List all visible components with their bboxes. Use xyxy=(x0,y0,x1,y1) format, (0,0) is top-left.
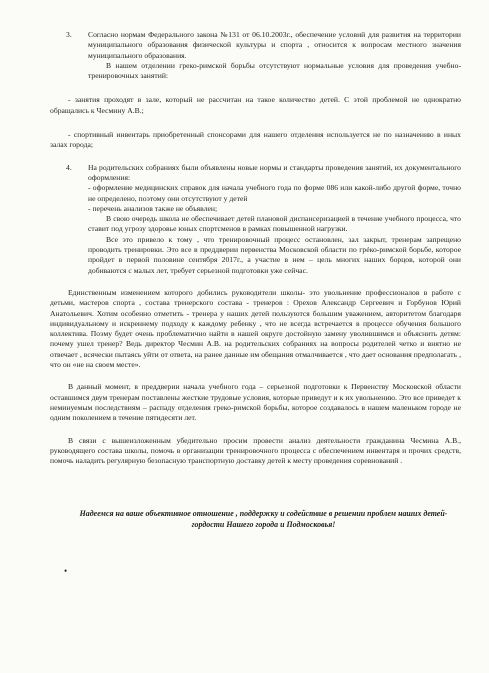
item-3-text: Согласно нормам Федерального закона №131 от 06.10.2003г., обеспечение условий для развития на территории муниципального образования физической культуры и спорта , относится к вопросам местного значения муниципального образования. xyxy=(88,30,461,60)
item-number: 3. xyxy=(66,30,72,39)
closing-statement: Надеемся на ваше объективное отношение , поддержку и содействие в решении проблем наших детей-гордости Нашего города и Подмосковья! xyxy=(79,509,448,530)
item-4-line-4: Все это привело к тому , что тренировочный процесс остановлен, зал закрыт, тренерам запрещено проводить тренировки. Это все в преддверии первенства Московской области по грéко-римской борьбе, которое пройдет в первой половине сентября 2017г., а участие в нем – цель многих наших борцов, которой они добиваются с малых лет, требует серьезной подготовки уже сейчас. xyxy=(88,234,461,275)
item-4-line-3: В свою очередь школа не обеспечивает детей плановой диспансеризацией в течение учебного процесса, что ставит под угрозу здоровье юных спортсменов в рамках повышенной нагрузки. xyxy=(88,214,461,234)
dash-paragraph-2: - спортивный инвентарь приобретенный спонсорами для нашего отделения используется не по назначению в иных залах города; xyxy=(50,130,461,150)
bullet-mark: • xyxy=(64,566,68,577)
item-4-line-1: - оформление медицинских справок для начала учебного года по форме 086 или какой-либо другой форме, точно не определено, поэтому они отсутствуют у детей xyxy=(88,183,461,203)
item-number: 4. xyxy=(66,162,72,172)
dash-paragraph-1: - занятия проходят в зале, который не рассчитан на такое количество детей. С этой проблемой не однократно обращались к Чесмину А.В.; xyxy=(50,95,461,115)
paragraph-1: Единственным изменением которого добились руководители школы- это увольнение профессионалов в работе с детьми, мастеров спорта , состава тренерского состава - тренеров : Орехов Александр Сергеевич и Горбунов Юрий Анатольевич. Хотим особенно отметить - тренера у наших детей пользуются большим уважением, авторитетом благодаря индивидуальному и искреннему подходу к каждому ребенку , что не всегда встречается в процессе обучения большого коллектива. Поэму будет очень проблематично найти в нашей округе достойную замену уволившимся и объяснить детям: почему ушел тренер? Ведь директор Чесмин А.В. на родительских собраниях на вопросы родителей четко и внятно не отвечает , всячески пытаясь уйти от ответа, на ранее данные им обещания отмалчивается , что дает основания предполагать , что он «не на своем месте». xyxy=(50,287,461,370)
item-3-text-2: В нашем отделении греко-римской борьбы отсутствуют нормальные условия для проведения учебно-тренировочных занятий: xyxy=(88,60,461,81)
paragraph-3: В связи с вышеизложенным убедительно просим провести анализ деятельности гражданина Чесмина А.В., руководящего состава школы, помочь в организации тренировочного процесса с обеспечением инвентаря и прочих средств, помочь наладить регулярную безопасную транспортную доставку детей к месту проведения соревнований . xyxy=(50,435,461,466)
item-4-text: На родительских собраниях были объявлены новые нормы и стандарты проведения занятий, их документального оформления: xyxy=(88,162,461,182)
item-4 xyxy=(50,163,461,276)
item-3 xyxy=(50,30,461,81)
item-4-line-2: - перечень анализов также не объявлен; xyxy=(88,203,218,213)
paragraph-2: В данный момент, в преддверии начала учебного года – серьезной подготовки к Первенству Московской области оставшимся двум тренерам поставлены жесткие трудовые условия, которые приведут и к их увольнению. Это все приведет к неминуемым последствиям – распаду отделения греко-римской борьбы, которое создавалось в нашем маленьком городе не одним поколением в течение пятидесяти лет. xyxy=(50,382,461,423)
